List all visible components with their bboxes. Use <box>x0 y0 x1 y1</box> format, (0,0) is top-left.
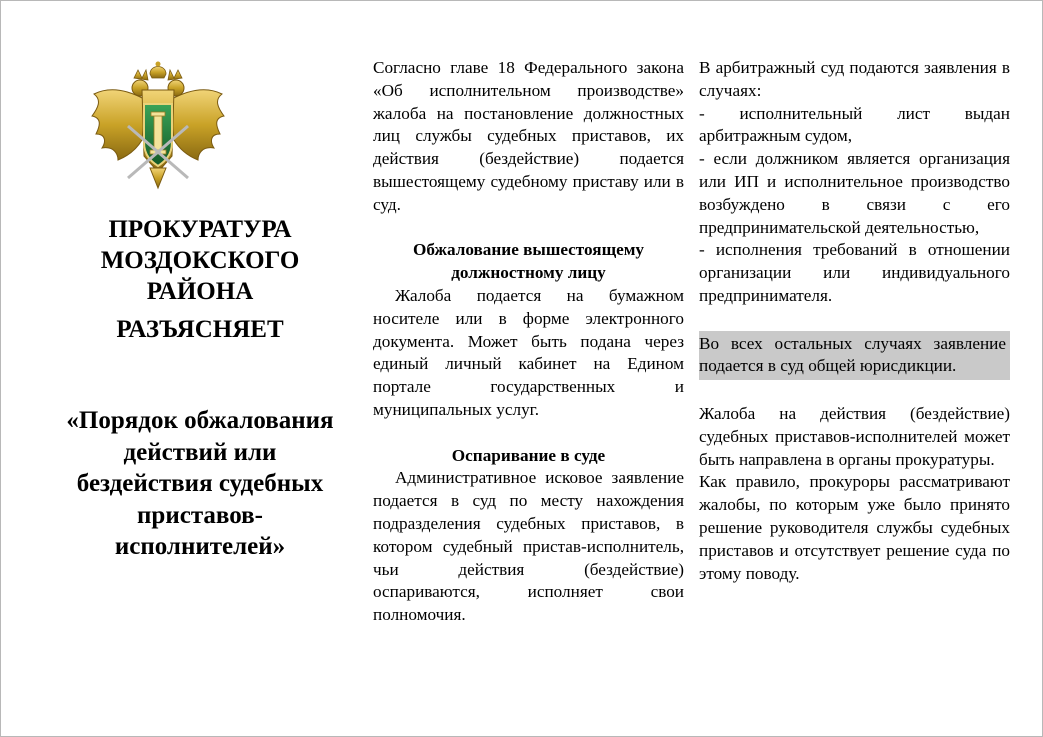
prosecutor-emblem-icon <box>88 60 228 192</box>
middle-column <box>373 57 684 627</box>
topic-line: приставов- <box>137 501 263 529</box>
prosecutor-paragraph: Жалоба на действия (бездействие) судебных приставов-исполнителей может быть направлена в органы прокуратуры. <box>699 403 1010 469</box>
title-line: РАЙОНА <box>146 278 254 305</box>
right-column <box>699 57 1010 585</box>
organization-title <box>40 214 360 307</box>
general-court-note: Во всех остальных случаях заявление подается в суд общей юрисдикции. <box>699 331 1010 381</box>
title-line: МОЗДОКСКОГО <box>100 247 300 274</box>
subtitle: РАЗЪЯСНЯЕТ <box>116 316 284 343</box>
topic-line: исполнителей» <box>114 533 286 560</box>
prosecutor-paragraph-2: Как правило, прокуроры рассматривают жалобы, по которым уже было принято решение руководителя службы судебных приставов и отсутствует решение суда по этому поводу. <box>699 472 1010 583</box>
arbitration-intro: В арбитражный суд подаются заявления в случаях: <box>699 58 1010 100</box>
topic-line: бездействия судебных <box>76 470 324 497</box>
topic-line: действий или <box>123 438 277 466</box>
cover-column <box>40 60 360 563</box>
section-heading-court: Оспаривание в суде <box>451 445 606 465</box>
arbitration-item: - исполнительный лист выдан арбитражным судом, <box>699 103 1010 146</box>
arbitration-item: - исполнения требований в отношении организации или индивидуального предпринимателя. <box>699 240 1010 305</box>
section-text-superior: Жалоба подается на бумажном носителе или в форме электронного документа. Может быть подана через единый личный кабинет на Едином портале государственных и муниципальных услуг. <box>373 285 684 419</box>
title-line: ПРОКУРАТУРА <box>108 216 292 243</box>
topic-line: «Порядок обжалования <box>66 407 334 434</box>
intro-paragraph: Согласно главе 18 Федерального закона «Об исполнительном производстве» жалоба на постановление должностных лиц службы судебных приставов, их действия (бездействие) подается вышестоящему судебному приставу или в суд. <box>373 58 684 214</box>
topic-title <box>40 405 360 563</box>
arbitration-item: - если должником является организация или ИП и исполнительное производство возбуждено в связи с его предпринимательской деятельностью, <box>699 149 1010 237</box>
section-heading-superior: Обжалование вышестоящему должностному лицу <box>412 240 645 283</box>
section-text-court: Административное исковое заявление подается в суд по месту нахождения подразделения судебных приставов, в котором судебный пристав-исполнитель, чьи действия (бездействие) оспариваются, исполняет свои полномочия. <box>373 468 684 625</box>
